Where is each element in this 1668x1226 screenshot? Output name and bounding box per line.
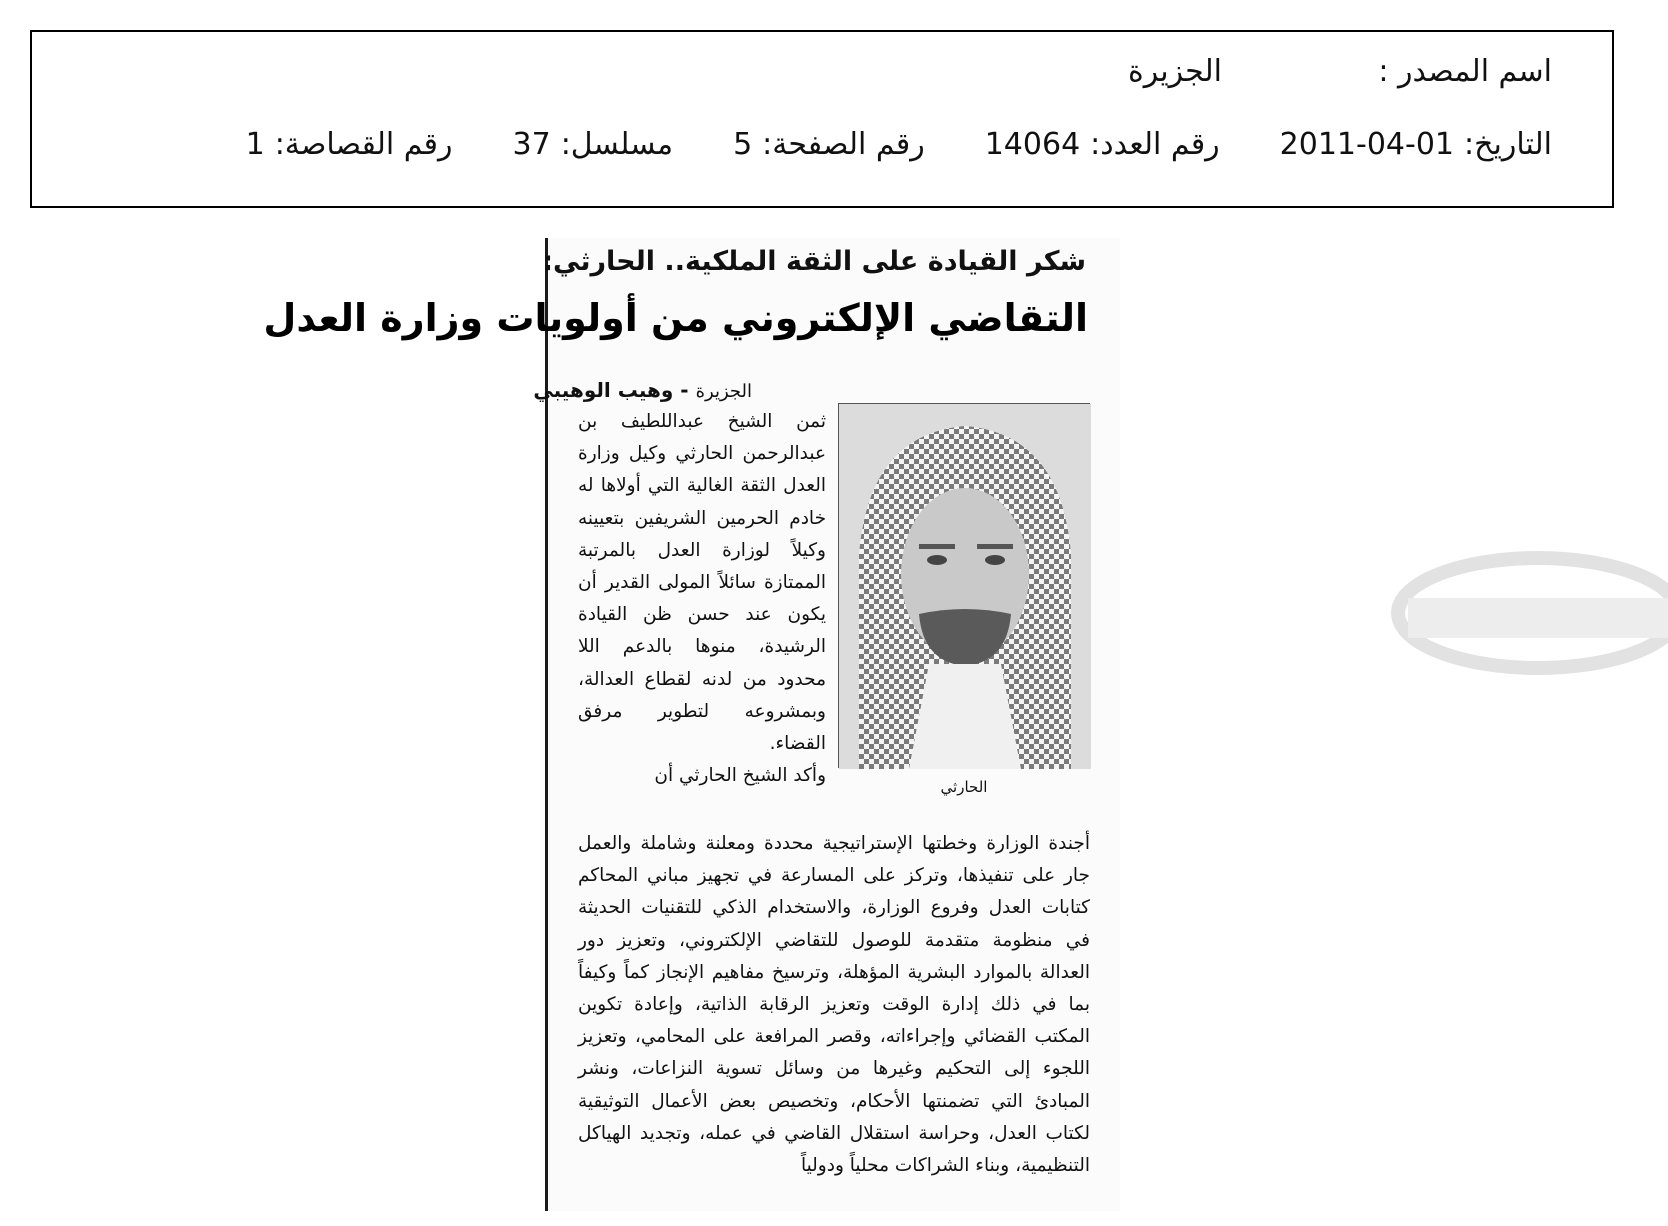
clip-number-label: رقم القصاصة: <box>274 127 453 162</box>
serial-label: مسلسل: <box>560 127 674 162</box>
clip-number-field <box>246 127 453 162</box>
portrait-illustration <box>839 404 1091 769</box>
byline-paper: الجزيرة <box>695 381 752 402</box>
date-value: 2011-04-01 <box>1279 127 1455 162</box>
watermark-graphic <box>1108 568 1668 658</box>
serial-field <box>513 127 674 162</box>
serial-value: 37 <box>512 127 551 162</box>
article-paragraph-1: ثمن الشيخ عبداللطيف بن عبدالرحمن الحارثي وكيل وزارة العدل الثقة الغالية التي أولاها له خادم الحرمين الشريفين بتعيينه وكيلاً لوزارة العدل بالمرتبة الممتازة سائلاً المولى القدير أن يكون عند حسن ظن القيادة الرشيدة، منوها بالدعم اللا محدود من لدنه لقطاع العدالة، وبمشروعه لتطوير مرفق القضاء. <box>578 411 826 755</box>
article-headline: التقاضي الإلكتروني من أولويات وزارة العدل <box>263 296 1088 340</box>
page-value: 5 <box>733 127 753 162</box>
source-label: اسم المصدر : <box>1378 54 1552 89</box>
issue-value: 14064 <box>984 127 1081 162</box>
article-byline <box>533 378 752 402</box>
source-info-box <box>30 30 1614 208</box>
article-paragraph-2-start: وأكد الشيخ الحارثي أن <box>654 765 826 787</box>
article-paragraph-2-rest: أجندة الوزارة وخطتها الإستراتيجية محددة ومعلنة وشاملة والعمل جار على تنفيذها، وتركز على المسارعة في تجهيز مباني المحاكم كتابات العدل وفروع الوزارة، والاستخدام الذكي للتقنيات الحديثة في منظومة متقدمة للوصول للتقاضي الإلكتروني، وتعزيز دور العدالة بالموارد البشرية المؤهلة، وترسيخ مفاهيم الإنجاز كماً وكيفاً بما في ذلك إدارة الوقت وتعزيز الرقابة الذاتية، وإعادة تكوين المكتب القضائي وإجراءاته، وقصر المرافعة على المحامي، وتعزيز اللجوء إلى التحكيم وغيرها من وسائل تسوية النزاعات، ونشر المبادئ التي تضمنتها الأحكام، وتخصيص بعض الأعمال التوثيقية لكتاب العدل، وحراسة استقلال القاضي في عمله، وتجديد الهياكل التنظيمية، وبناء الشراكات محلياً ودولياً <box>578 833 1090 1177</box>
date-field <box>1280 127 1552 162</box>
newspaper-clipping <box>263 238 1120 1211</box>
photo-caption: الحارثي <box>940 778 988 796</box>
source-value: الجزيرة <box>1127 54 1222 89</box>
byline-author: - وهيب الوهيبي <box>533 378 689 402</box>
background-watermark <box>1108 568 1668 658</box>
portrait-photo <box>838 403 1090 768</box>
publication-details <box>32 127 1552 162</box>
article-column-top <box>578 406 826 792</box>
page-field <box>733 127 925 162</box>
issue-label: رقم العدد: <box>1090 127 1220 162</box>
date-label: التاريخ: <box>1464 127 1552 162</box>
clip-number-value: 1 <box>245 127 265 162</box>
article-column-bottom <box>578 828 1090 1182</box>
page-label: رقم الصفحة: <box>762 127 925 162</box>
article-kicker: شكر القيادة على الثقة الملكية.. الحارثي: <box>542 246 1086 277</box>
issue-field <box>985 127 1220 162</box>
